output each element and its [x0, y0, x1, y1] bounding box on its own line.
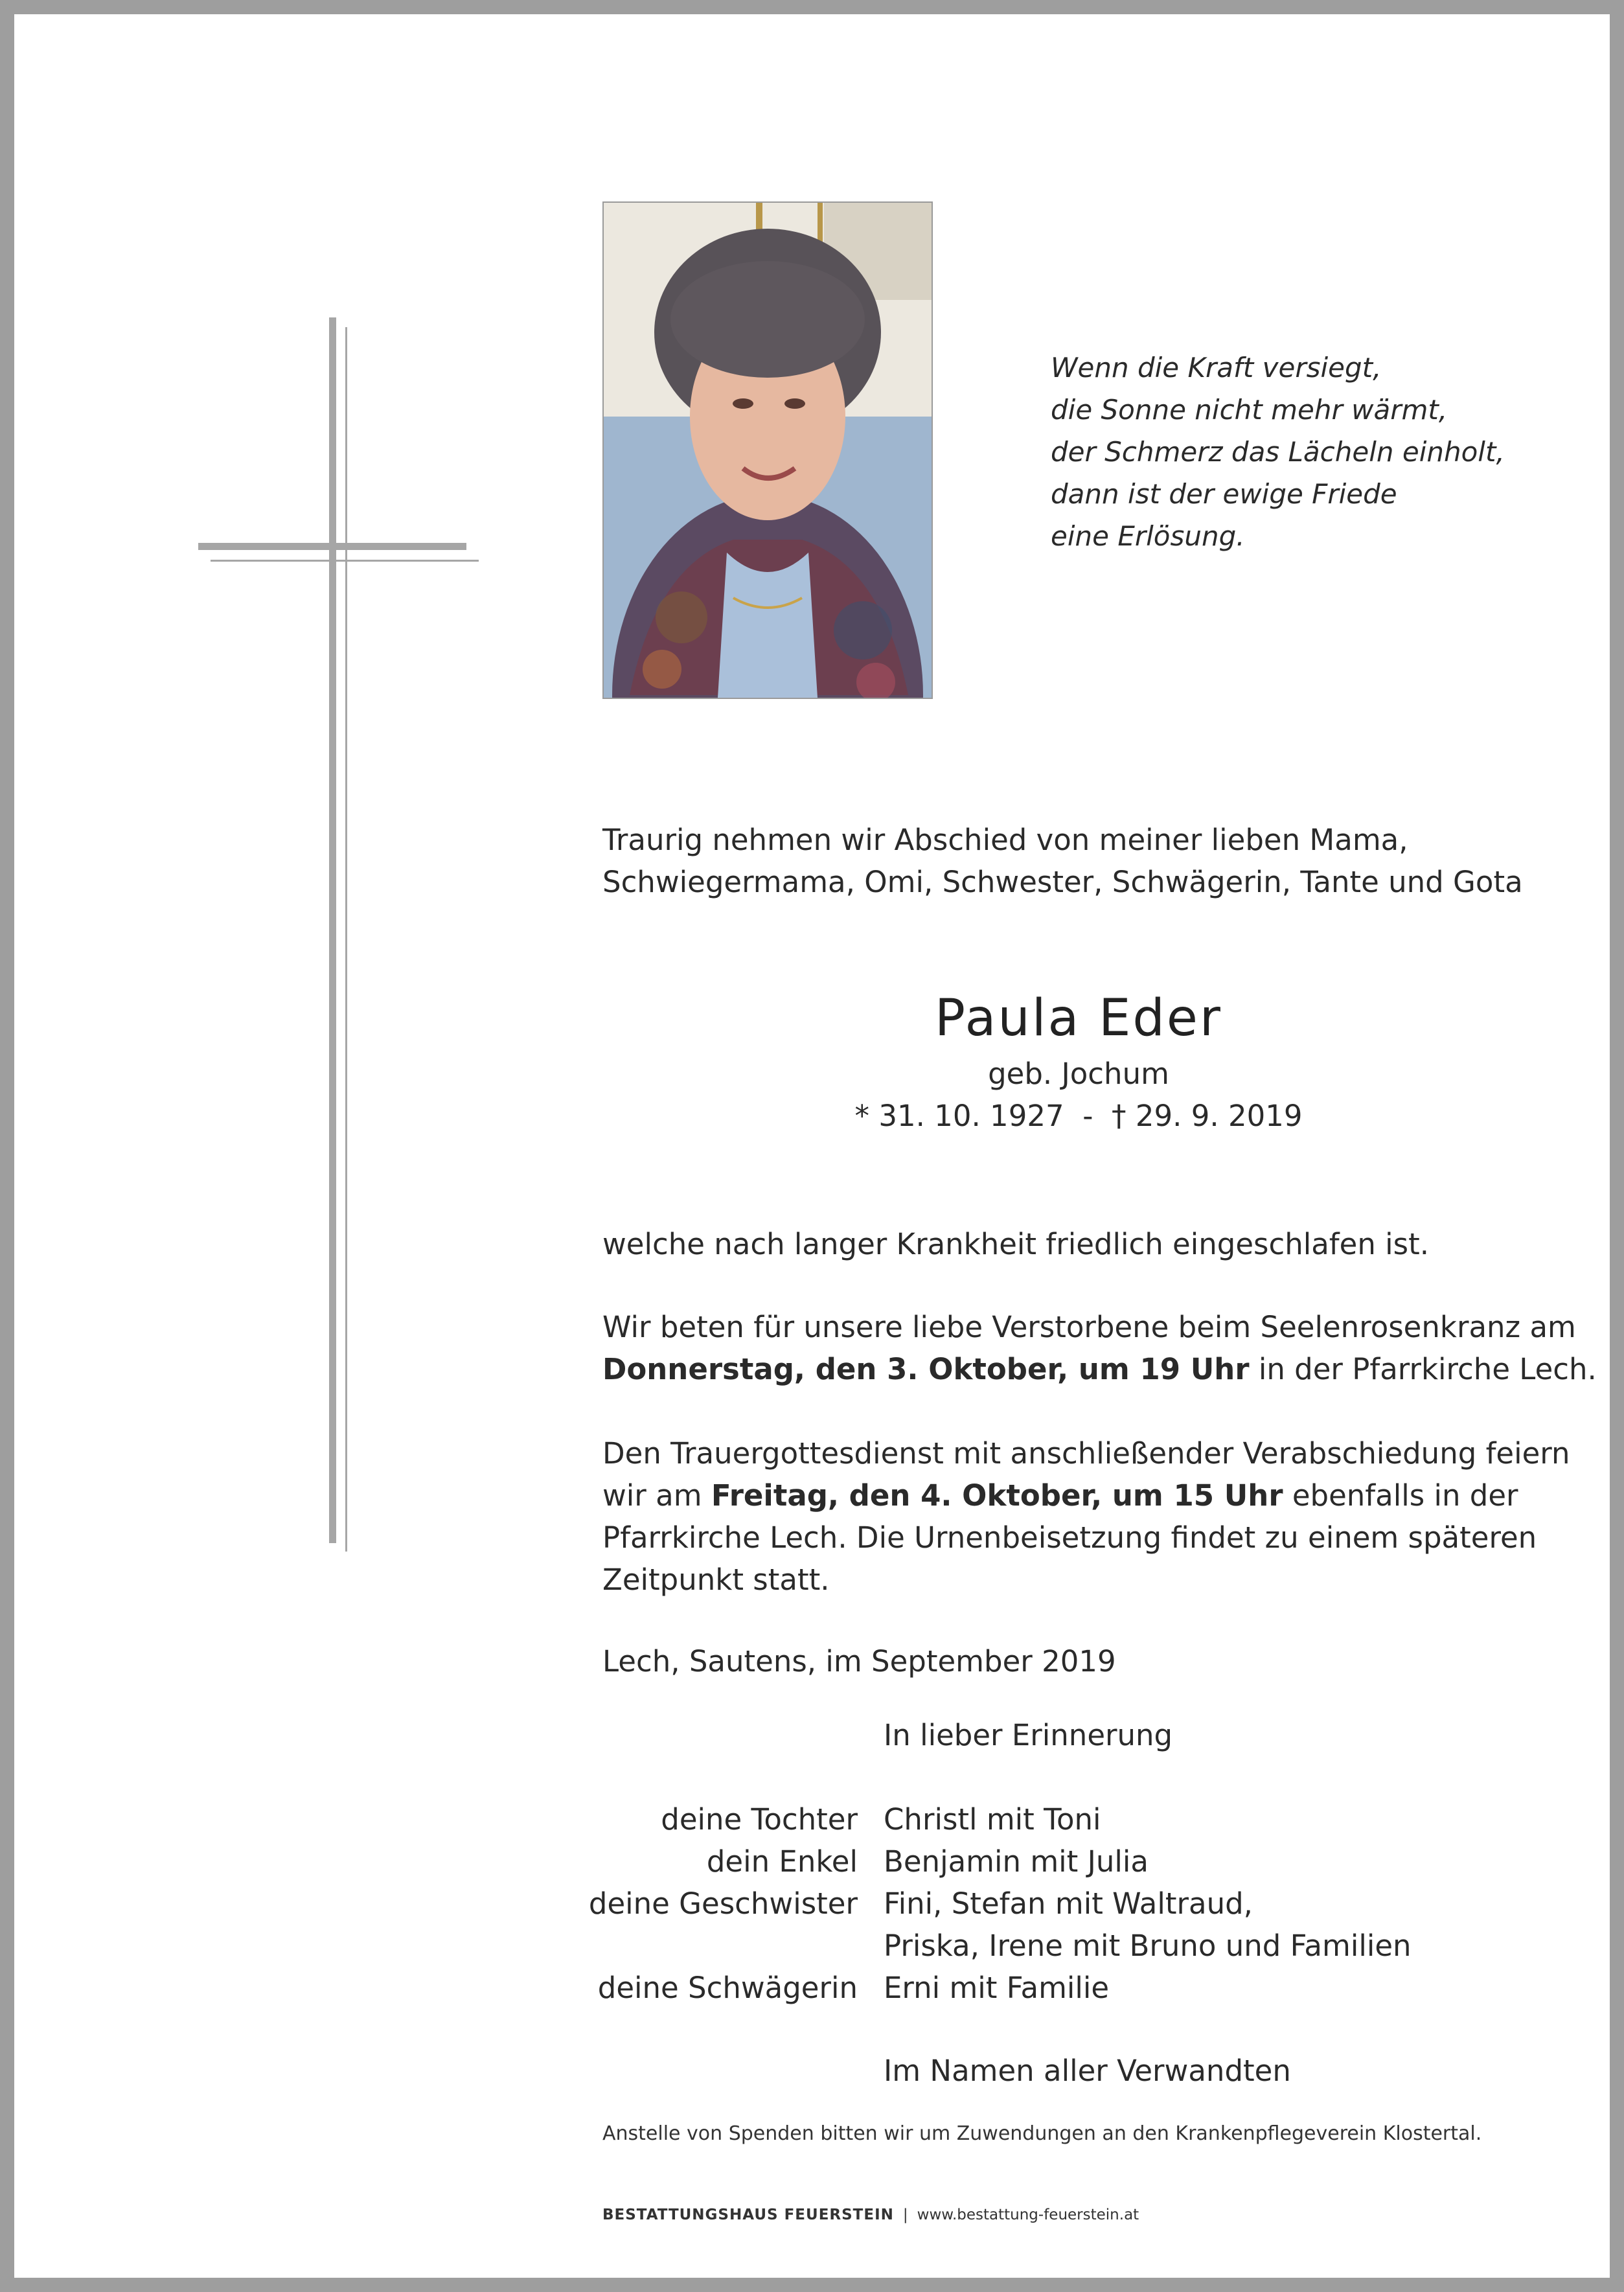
rosary-date: Donnerstag, den 3. Oktober, um 19 Uhr [602, 1352, 1250, 1386]
mourner-row [597, 1967, 1555, 2009]
rosary-text [602, 1306, 1597, 1390]
service-line: Den Trauergottesdienst mit anschließender Verabschiedung feiern [602, 1436, 1570, 1471]
place-date: Lech, Sautens, im September 2019 [602, 1644, 1116, 1679]
footer-separator: | [902, 2206, 908, 2223]
intro-line: Schwiegermama, Omi, Schwester, Schwägerin, Tante und Gota [602, 865, 1523, 899]
funeral-home-name: BESTATTUNGSHAUS FEUERSTEIN [602, 2206, 894, 2223]
donation-note: Anstelle von Spenden bitten wir um Zuwendungen an den Krankenpflegeverein Klostertal. [602, 2122, 1482, 2145]
service-date: Freitag, den 4. Oktober, um 15 Uhr [711, 1478, 1283, 1513]
mourner-row [588, 1883, 1555, 1925]
mourner-names: Fini, Stefan mit Waltraud, [884, 1886, 1253, 1921]
service-line: Pfarrkirche Lech. Die Urnenbeisetzung findet zu einem späteren [602, 1520, 1537, 1555]
remembrance-text: In lieber Erinnerung [884, 1718, 1173, 1752]
cross-vertical-line [345, 327, 347, 1552]
service-location: ebenfalls in der [1283, 1478, 1518, 1513]
mourner-row [602, 1798, 1555, 1840]
life-dates: * 31. 10. 1927 - † 29. 9. 2019 [854, 1099, 1303, 1133]
closing-text: Im Namen aller Verwandten [884, 2054, 1291, 2088]
poem-line: dann ist der ewige Friede [1051, 478, 1397, 510]
service-line: Zeitpunkt statt. [602, 1563, 830, 1597]
cross-vertical-bar [329, 317, 336, 1543]
poem-line: die Sonne nicht mehr wärmt, [1051, 394, 1448, 426]
cross-horizontal-bar [198, 543, 466, 550]
mourner-row [602, 1925, 1555, 1967]
service-text [602, 1432, 1570, 1601]
mourner-relation: dein Enkel [706, 1844, 858, 1879]
intro-line: Traurig nehmen wir Abschied von meiner lieben Mama, [602, 823, 1408, 857]
rosary-location: in der Pfarrkirche Lech. [1249, 1352, 1597, 1386]
poem [1051, 347, 1517, 557]
closing-row [602, 2050, 1555, 2092]
mourner-names: Christl mit Toni [884, 1802, 1101, 1837]
mourner-names: Priska, Irene mit Bruno und Familien [884, 1929, 1412, 1963]
footer [602, 2205, 1139, 2225]
cross-horizontal-line [211, 560, 479, 562]
rosary-line [602, 1348, 1597, 1390]
mourner-names: Erni mit Familie [884, 1971, 1110, 2005]
deceased-name: Paula Eder [935, 989, 1222, 1048]
service-line [602, 1474, 1555, 1517]
mourner-relation: deine Schwägerin [597, 1971, 858, 2005]
rosary-line: Wir beten für unsere liebe Verstorbene beim Seelenrosenkranz am [602, 1310, 1576, 1344]
portrait-photo [602, 201, 933, 699]
mourner-row [602, 1840, 1555, 1883]
poem-line: eine Erlösung. [1051, 520, 1245, 552]
poem-line: Wenn die Kraft versiegt, [1051, 352, 1382, 384]
remembrance-row [602, 1714, 1555, 1756]
passing-text: welche nach langer Krankheit friedlich eingeschlafen ist. [602, 1227, 1430, 1261]
mourner-relation: deine Geschwister [588, 1886, 858, 1921]
funeral-home-website[interactable]: www.bestattung-feuerstein.at [917, 2206, 1139, 2223]
mourner-names: Benjamin mit Julia [884, 1844, 1149, 1879]
service-prefix: wir am [602, 1478, 711, 1513]
mourner-relation: deine Tochter [661, 1802, 858, 1837]
poem-line: der Schmerz das Lächeln einholt, [1051, 436, 1505, 468]
maiden-name: geb. Jochum [988, 1057, 1169, 1091]
intro-text [602, 819, 1555, 903]
